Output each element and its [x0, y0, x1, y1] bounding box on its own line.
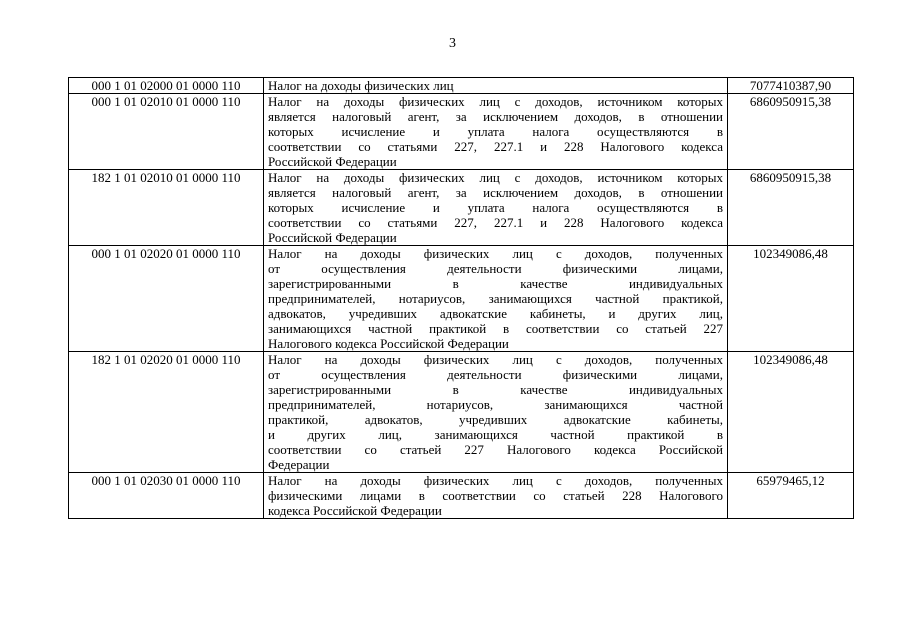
revenue-name-line: Федерации: [268, 457, 330, 472]
amount-cell: 102349086,48: [728, 352, 854, 473]
amount-cell: 6860950915,38: [728, 94, 854, 170]
revenue-name: [264, 170, 728, 246]
revenue-name-line: физическими лицами в соответствии со статьей 228 Налогового: [268, 488, 723, 503]
table-row: [69, 473, 854, 519]
revenue-name-line: является налоговый агент, за исключением доходов, в отношении: [268, 109, 723, 124]
table-row: [69, 352, 854, 473]
revenue-name-line: Налог на доходы физических лиц с доходов, полученных: [268, 352, 723, 367]
revenue-name-line: от осуществления деятельности физическими лицами,: [268, 367, 723, 382]
revenue-name-line: которых исчисление и уплата налога осуществляются в: [268, 200, 723, 215]
revenue-name-line: которых исчисление и уплата налога осуществляются в: [268, 124, 723, 139]
budget-classification-code: 000 1 01 02020 01 0000 110: [69, 246, 264, 352]
budget-classification-code: 000 1 01 02000 01 0000 110: [69, 78, 264, 94]
revenue-name-line: зарегистрированными в качестве индивидуальных: [268, 276, 723, 291]
revenue-name-line: Российской Федерации: [268, 230, 397, 245]
revenue-name-line: предпринимателей, нотариусов, занимающихся частной: [268, 397, 723, 412]
budget-classification-code: 182 1 01 02020 01 0000 110: [69, 352, 264, 473]
revenue-name-line: предпринимателей, нотариусов, занимающихся частной практикой,: [268, 291, 723, 306]
revenue-name-line: и других лиц, занимающихся частной практикой в: [268, 427, 723, 442]
revenue-name-line: Налог на доходы физических лиц с доходов, полученных: [268, 473, 723, 488]
amount-cell: 6860950915,38: [728, 170, 854, 246]
revenue-name-line: соответствии со статьей 227 Налогового кодекса Российской: [268, 442, 723, 457]
revenue-name-line: практикой, адвокатов, учредивших адвокатские кабинеты,: [268, 412, 723, 427]
revenue-name-line: занимающихся частной практикой в соответствии со статьей 227: [268, 321, 723, 336]
revenue-name-line: Налог на доходы физических лиц с доходов, полученных: [268, 246, 723, 261]
page-number: 3: [449, 36, 456, 51]
table-row: [69, 78, 854, 94]
revenue-name-line: Налогового кодекса Российской Федерации: [268, 336, 509, 351]
revenue-name: [264, 78, 728, 94]
table-row: [69, 246, 854, 352]
amount-cell: 7077410387,90: [728, 78, 854, 94]
revenue-name-line: от осуществления деятельности физическими лицами,: [268, 261, 723, 276]
revenue-name-line: кодекса Российской Федерации: [268, 503, 442, 518]
revenue-name-line: является налоговый агент, за исключением доходов, в отношении: [268, 185, 723, 200]
revenue-name-line: Налог на доходы физических лиц с доходов, источником которых: [268, 170, 723, 185]
budget-classification-code: 182 1 01 02010 01 0000 110: [69, 170, 264, 246]
revenue-name-line: Налог на доходы физических лиц: [268, 78, 454, 93]
revenue-name-line: соответствии со статьями 227, 227.1 и 228 Налогового кодекса: [268, 215, 723, 230]
revenue-name: [264, 94, 728, 170]
amount-cell: 102349086,48: [728, 246, 854, 352]
budget-classification-code: 000 1 01 02010 01 0000 110: [69, 94, 264, 170]
budget-classification-code: 000 1 01 02030 01 0000 110: [69, 473, 264, 519]
revenue-name: [264, 246, 728, 352]
revenue-name-line: Налог на доходы физических лиц с доходов, источником которых: [268, 94, 723, 109]
revenue-name-line: Российской Федерации: [268, 154, 397, 169]
revenue-table: [68, 77, 854, 519]
table-row: [69, 94, 854, 170]
revenue-name-line: адвокатов, учредивших адвокатские кабинеты, и других лиц,: [268, 306, 723, 321]
revenue-name: [264, 473, 728, 519]
revenue-name-line: зарегистрированными в качестве индивидуальных: [268, 382, 723, 397]
table-row: [69, 170, 854, 246]
revenue-name: [264, 352, 728, 473]
revenue-name-line: соответствии со статьями 227, 227.1 и 228 Налогового кодекса: [268, 139, 723, 154]
amount-cell: 65979465,12: [728, 473, 854, 519]
table-body: [69, 78, 854, 519]
